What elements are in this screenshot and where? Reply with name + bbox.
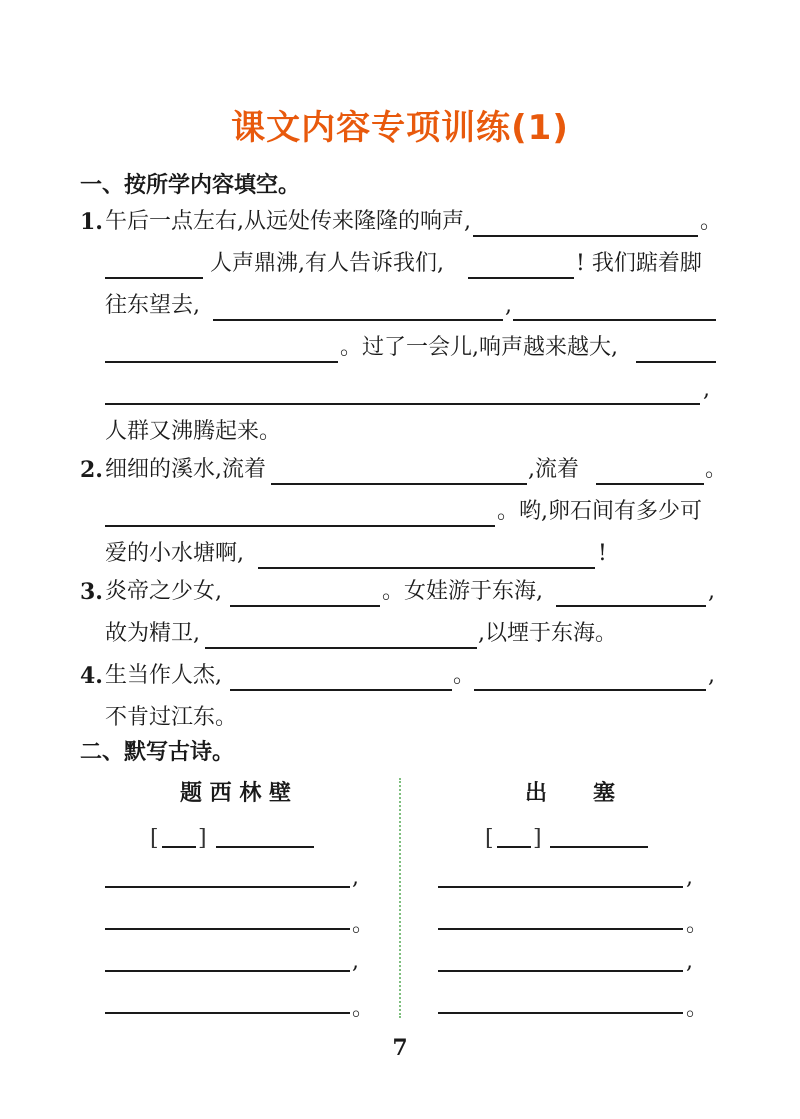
q3-line-2	[0, 612, 800, 656]
answer-blank[interactable]	[205, 647, 477, 649]
answer-blank[interactable]	[230, 689, 452, 691]
answer-blank[interactable]	[105, 277, 203, 279]
punctuation: ,	[686, 865, 693, 890]
column-divider	[399, 778, 401, 1018]
poem-line-blank[interactable]	[438, 970, 683, 972]
poem-line-blank[interactable]	[105, 928, 350, 930]
q1-line-5	[0, 368, 800, 412]
poem-line-blank[interactable]	[105, 886, 350, 888]
answer-blank[interactable]	[596, 483, 704, 485]
bracket-close: ]	[198, 826, 207, 851]
question-text: 午后一点左右,从远处传来隆隆的响声,	[105, 209, 471, 234]
question-text: ! 我们踮着脚	[576, 251, 702, 276]
answer-blank[interactable]	[258, 567, 595, 569]
question-number: 2.	[80, 457, 103, 483]
dynasty-blank[interactable]	[162, 846, 196, 848]
answer-blank[interactable]	[636, 361, 716, 363]
answer-blank[interactable]	[473, 235, 698, 237]
question-text: 不肯过江东。	[105, 705, 238, 730]
answer-blank[interactable]	[513, 319, 716, 321]
question-text: 爱的小水塘啊,	[105, 541, 244, 566]
bracket-close: ]	[533, 826, 542, 851]
question-text: 人群又沸腾起来。	[105, 419, 282, 444]
q1-line-2	[0, 242, 800, 286]
punctuation: ,	[708, 663, 715, 688]
answer-blank[interactable]	[271, 483, 527, 485]
question-text: 炎帝之少女,	[105, 579, 222, 604]
punctuation: 。	[705, 457, 728, 482]
punctuation: !	[598, 541, 607, 566]
author-blank[interactable]	[216, 846, 314, 848]
question-text: 。过了一会儿,响声越来越大,	[340, 335, 618, 360]
punctuation: 。	[686, 912, 709, 937]
poem-line-blank[interactable]	[438, 886, 683, 888]
q2-line-1	[0, 448, 800, 492]
bracket-open: [	[150, 826, 159, 851]
poem-line-blank[interactable]	[438, 928, 683, 930]
page-title: 课文内容专项训练(1)	[231, 108, 569, 148]
question-text: 。女娃游于东海,	[382, 579, 543, 604]
punctuation: ,	[352, 949, 359, 974]
q2-line-2	[0, 490, 800, 534]
punctuation: ,	[686, 949, 693, 974]
punctuation: 。	[700, 209, 723, 234]
punctuation: 。	[352, 912, 375, 937]
punctuation: 。	[453, 663, 476, 688]
poem-line-blank[interactable]	[105, 970, 350, 972]
answer-blank[interactable]	[474, 689, 706, 691]
question-text: 往东望去,	[105, 293, 200, 318]
q4-line-2	[0, 696, 800, 740]
question-text: 故为精卫,	[105, 621, 200, 646]
punctuation: 。	[352, 996, 375, 1021]
q1-line-3	[0, 284, 800, 328]
question-number: 4.	[80, 663, 103, 689]
poem-line-blank[interactable]	[105, 1012, 350, 1014]
punctuation: ,	[352, 865, 359, 890]
page-number: 7	[392, 1035, 408, 1061]
section-heading-poems: 二、默写古诗。	[80, 740, 235, 765]
q1-line-1	[0, 200, 800, 244]
punctuation: 。	[686, 996, 709, 1021]
question-text: ,以堙于东海。	[478, 621, 617, 646]
question-text: 。哟,卵石间有多少可	[497, 499, 702, 524]
answer-blank[interactable]	[105, 361, 338, 363]
author-blank[interactable]	[550, 846, 648, 848]
question-number: 1.	[80, 209, 103, 235]
q4-line-1	[0, 654, 800, 698]
q3-line-1	[0, 570, 800, 614]
question-text: 人声鼎沸,有人告诉我们,	[210, 251, 444, 276]
answer-blank[interactable]	[230, 605, 380, 607]
dynasty-blank[interactable]	[497, 846, 531, 848]
question-text: 生当作人杰,	[105, 663, 222, 688]
answer-blank[interactable]	[468, 277, 574, 279]
answer-blank[interactable]	[105, 525, 495, 527]
punctuation: ,	[708, 579, 715, 604]
section-heading-fill-in: 一、按所学内容填空。	[80, 173, 301, 198]
question-text: ,流着	[528, 457, 579, 482]
question-number: 3.	[80, 579, 103, 605]
answer-blank[interactable]	[556, 605, 706, 607]
bracket-open: [	[485, 826, 494, 851]
punctuation: ,	[703, 377, 710, 402]
question-text: 细细的溪水,流着	[105, 457, 266, 482]
answer-blank[interactable]	[105, 403, 700, 405]
answer-blank[interactable]	[213, 319, 503, 321]
q1-line-4	[0, 326, 800, 370]
punctuation: ,	[505, 293, 512, 318]
poem-line-blank[interactable]	[438, 1012, 683, 1014]
poem-title-2: 出 塞	[525, 781, 615, 806]
poem-title-1: 题 西 林 壁	[180, 781, 291, 806]
